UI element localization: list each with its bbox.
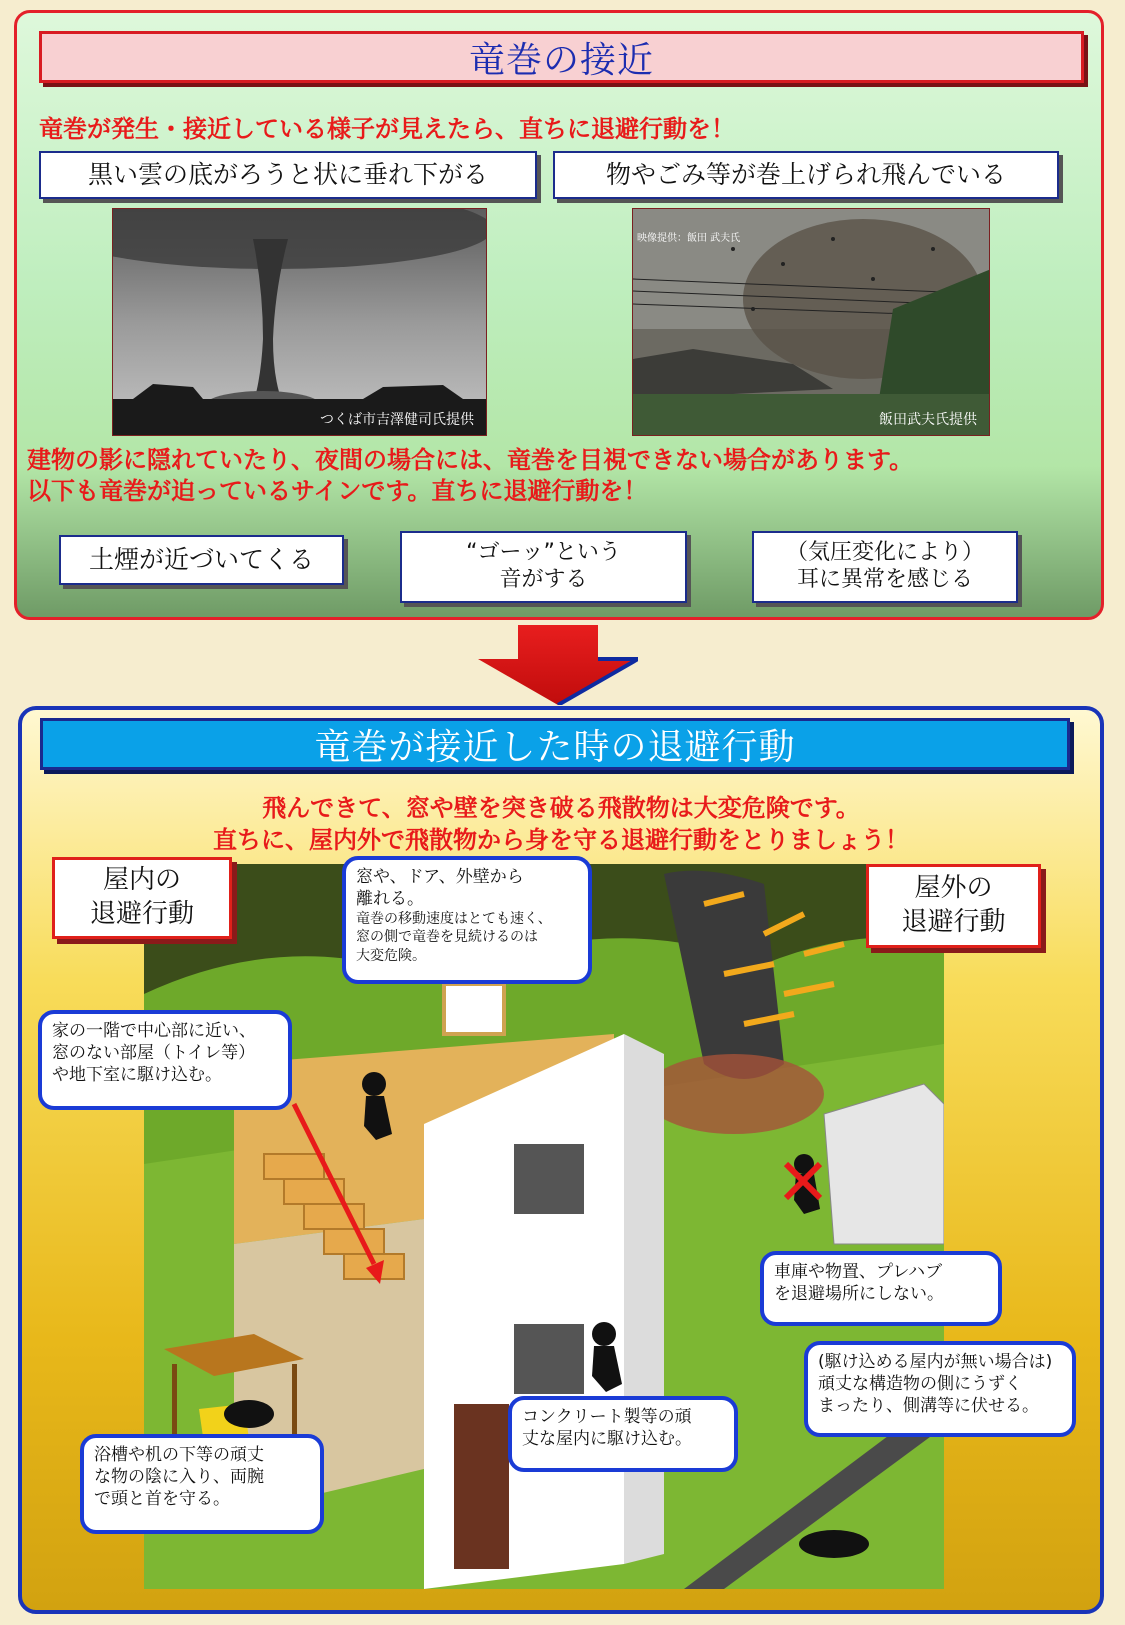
desk-line-2: な物の陰に入り、両腕: [94, 1467, 264, 1488]
evacuation-panel: [18, 706, 1104, 1614]
indoor-label: [52, 857, 232, 939]
outdoor-label: [866, 864, 1041, 948]
visibility-note: [27, 445, 913, 507]
sign-funnel-cloud: 黒い雲の底がろうと状に垂れ下がる: [39, 151, 537, 199]
outdoor-label-line-2: 退避行動: [901, 907, 1006, 937]
approach-title: 竜巻の接近: [39, 31, 1084, 83]
desk-line-3: で頭と首を守る。: [94, 1489, 230, 1510]
callout-concrete-building: [508, 1396, 738, 1472]
sign5-line-2: 耳に異常を感じる: [796, 567, 973, 592]
note-line-2: 以下も竜巻が迫っているサインです。直ちに退避行動を！: [27, 477, 648, 506]
outdoor-label-line-1: 屋外の: [914, 873, 993, 904]
warning-line-2: 直ちに、屋内外で飛散物から身を守る退避行動をとりましょう！: [213, 826, 909, 855]
sign-ear-pressure: [752, 531, 1018, 603]
callout-ditch: [804, 1341, 1076, 1437]
window-small-3: 大変危険。: [356, 947, 426, 964]
note-line-1: 建物の影に隠れていたり、夜間の場合には、竜巻を目視できない場合があります。: [27, 446, 914, 474]
window-small-1: 竜巻の移動速度はとても速く、: [356, 911, 552, 928]
photo1-credit: つくば市吉澤健司氏提供: [320, 412, 474, 428]
callout-no-garage: [760, 1251, 1002, 1326]
room-line-1: 家の一階で中心部に近い、: [52, 1021, 256, 1041]
room-line-2: 窓のない部屋（トイレ等）: [52, 1043, 256, 1064]
ditch-line-3: まったり、側溝等に伏せる。: [818, 1396, 1039, 1417]
window-small-2: 窓の側で竜巻を見続けるのは: [356, 929, 538, 946]
callout-away-from-windows: [342, 856, 592, 984]
sign-dust: 土煙が近づいてくる: [59, 535, 344, 585]
approach-warning: 竜巻が発生・接近している様子が見えたら、直ちに退避行動を！: [39, 115, 735, 143]
sign4-line-1: “ゴーッ”という: [466, 540, 621, 566]
callout-under-desk: [80, 1434, 324, 1534]
room-line-3: や地下室に駆け込む。: [52, 1065, 222, 1086]
evacuation-warning: [22, 792, 1100, 857]
garage-line-2: を退避場所にしない。: [774, 1284, 944, 1305]
warning-line-1: 飛んできて、窓や壁を突き破る飛散物は大変危険です。: [262, 794, 860, 822]
concrete-line-1: コンクリート製等の頑: [522, 1407, 692, 1427]
debris-photo: [632, 208, 990, 436]
desk-line-1: 浴槽や机の下等の頑丈: [94, 1445, 264, 1465]
window-line-2: 離れる。: [356, 889, 424, 910]
window-line-1: 窓や、ドア、外壁から: [356, 867, 524, 887]
garage-line-1: 車庫や物置、プレハブ: [774, 1262, 943, 1282]
ditch-line-2: 頑丈な構造物の側にうずく: [818, 1374, 1022, 1395]
window-detail: [356, 910, 578, 965]
indoor-label-line-1: 屋内の: [102, 865, 181, 896]
sign4-line-2: 音がする: [499, 567, 588, 592]
photo2-caption: 映像提供：飯田 武夫氏: [637, 233, 741, 244]
ditch-line-1: (駆け込める屋内が無い場合は): [818, 1352, 1053, 1372]
sign-roaring-sound: [400, 531, 687, 603]
photo2-credit: 飯田武夫氏提供: [879, 412, 977, 428]
down-arrow-icon: [478, 625, 638, 705]
callout-inner-room: [38, 1010, 292, 1110]
sign5-line-1: （気圧変化により）: [785, 540, 984, 566]
sign-flying-debris: 物やごみ等が巻上げられ飛んでいる: [553, 151, 1059, 199]
indoor-label-line-2: 退避行動: [89, 899, 194, 929]
evacuation-title: 竜巻が接近した時の退避行動: [40, 718, 1070, 770]
concrete-line-2: 丈な屋内に駆け込む。: [522, 1429, 692, 1450]
funnel-cloud-photo: [112, 208, 487, 436]
approach-panel: [14, 10, 1104, 620]
